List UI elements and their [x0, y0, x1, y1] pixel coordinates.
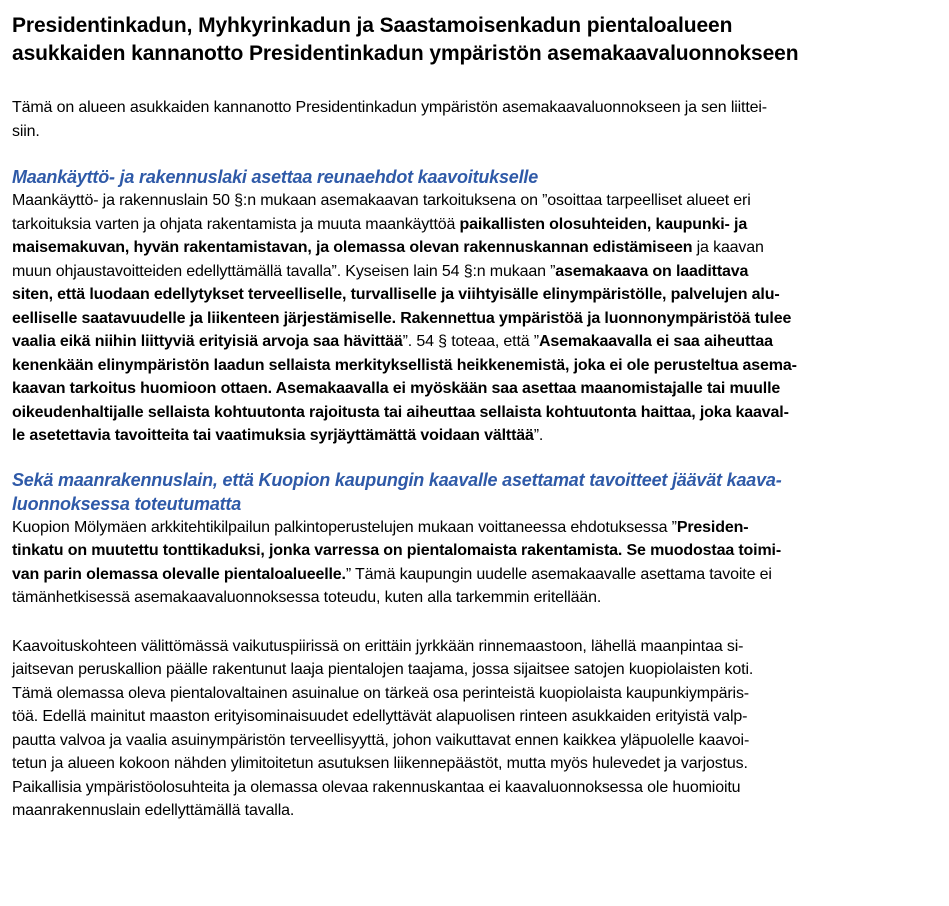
- bold-run: Presiden-: [676, 518, 749, 536]
- text-run: Kuopion Mölymäen arkkitehtikilpailun palkintoperustelujen mukaan voittaneessa ehdotuksessa ”: [12, 518, 677, 536]
- bold-line: kenenkään elinympäristön laadun sellaista merkityksellistä heikkenemistä, joka ei ole perusteltua asema-: [12, 356, 797, 374]
- heading-line: luonnoksessa toteutumatta: [12, 493, 242, 514]
- title-line: asukkaiden kannanotto Presidentinkadun ympäristön asemakaavaluonnokseen: [12, 42, 799, 65]
- document-title: [12, 12, 940, 68]
- text-run: ja kaavan: [692, 239, 764, 256]
- bold-line: oikeudenhaltijalle sellaista kohtuutonta rajoitusta tai aiheuttaa sellaista kohtuutonta haittaa, joka kaaval-: [12, 403, 789, 421]
- text-line: Tämä olemassa oleva pientalovaltainen asuinalue on tärkeä osa perinteistä kuopiolaista kaupunkiympäris-: [12, 684, 749, 702]
- bold-line: tinkatu on muutettu tonttikaduksi, jonka varressa on pientalomaista rakentamista. Se muodostaa toimi-: [12, 542, 782, 559]
- heading-line: Sekä maanrakennuslain, että Kuopion kaupungin kaavalle asettamat tavoitteet jäävät kaava-: [12, 469, 782, 490]
- bold-run: vaalia eikä niihin liittyviä erityisiä arvoja saa hävittää: [12, 333, 403, 350]
- section-heading: [12, 468, 940, 516]
- text-line: [12, 330, 940, 354]
- text-line: [12, 213, 940, 237]
- text-run: ”. 54 § toteaa, että ”: [402, 333, 539, 350]
- text-line: pautta valvoa ja vaalia asuinympäristön terveellisyyttä, johon vaikuttavat ennen kaikkea yläpuolelle kaavoi-: [12, 731, 750, 749]
- law-paragraph: [12, 189, 940, 448]
- bold-run: van parin olemassa olevalle pientaloalueelle.: [12, 565, 346, 583]
- text-run: tarkoituksia varten ja ohjata rakentamista ja muuta maankäyttöä: [12, 215, 460, 233]
- text-line: [12, 424, 940, 448]
- text-line: siin.: [12, 122, 40, 140]
- bold-line: eelliselle saatavuudelle ja liikenteen järjestämiselle. Rakennettua ympäristöä ja luonnonympäristöä tulee: [12, 309, 792, 327]
- bold-run: asemakaava on laadittava: [555, 262, 749, 280]
- text-run: ”.: [533, 427, 544, 444]
- bold-run: paikallisten olosuhteiden, kaupunki- ja: [459, 215, 748, 233]
- text-line: tämänhetkisessä asemakaavaluonnoksessa toteudu, kuten alla tarkemmin eritellään.: [12, 589, 602, 606]
- intro-paragraph: [12, 96, 940, 143]
- environment-paragraph: [12, 635, 940, 823]
- bold-run: Asemakaavalla ei saa aiheuttaa: [538, 333, 773, 350]
- bold-line: kaavan tarkoitus huomioon ottaen. Asemakaavalla ei myöskään saa asettaa maanomistajalle tai muulle: [12, 380, 781, 397]
- bold-run: maisemakuvan, hyvän rakentamistavan, ja olemassa olevan rakennuskannan edistämiseen: [12, 239, 693, 256]
- bold-line: siten, että luodaan edellytykset terveelliselle, turvalliselle ja viihtyisälle elinympäristölle, palvelujen alu-: [12, 286, 780, 303]
- text-line: töä. Edellä mainitut maaston erityisominaisuudet edellyttävät alapuolisen rinteen asukkaiden erityistä valp-: [12, 708, 748, 725]
- text-line: [12, 260, 940, 284]
- text-line: [12, 516, 940, 540]
- text-line: [12, 563, 940, 587]
- heading-line: Maankäyttö- ja rakennuslaki asettaa reunaehdot kaavoitukselle: [12, 167, 539, 187]
- bold-run: le asetettavia tavoitteita tai vaatimuksia syrjäyttämättä voidaan välttää: [12, 427, 534, 444]
- text-line: Paikallisia ympäristöolosuhteita ja olemassa olevaa rakennuskantaa ei kaavaluonnoksessa ole huomioitu: [12, 778, 741, 796]
- text-line: maanrakennuslain edellyttämällä tavalla.: [12, 802, 295, 819]
- text-line: [12, 236, 940, 260]
- text-line: Maankäyttö- ja rakennuslain 50 §:n mukaan asemakaavan tarkoituksena on ”osoittaa tarpeelliset alueet eri: [12, 192, 751, 209]
- text-line: Tämä on alueen asukkaiden kannanotto Presidentinkadun ympäristön asemakaavaluonnokseen ja sen liittei-: [12, 99, 767, 116]
- section-heading: [12, 165, 940, 189]
- competition-paragraph: [12, 516, 940, 610]
- text-line: Kaavoituskohteen välittömässä vaikutuspiirissä on erittäin jyrkkään rinnemaastoon, lähellä maanpintaa si-: [12, 637, 744, 655]
- text-run: muun ohjaustavoitteiden edellyttämällä tavalla”. Kyseisen lain 54 §:n mukaan ”: [12, 262, 556, 280]
- text-line: jaitsevan peruskallion päälle rakentunut laaja pientalojen taajama, jossa sijaitsee satojen kuopiolaisten koti.: [12, 661, 754, 678]
- text-line: tetun ja alueen kokoon nähden ylimitoitetun asutuksen liikennepäästöt, mutta myös hulevedet ja varjostus.: [12, 755, 748, 772]
- text-run: ” Tämä kaupungin uudelle asemakaavalle asettama tavoite ei: [345, 565, 772, 583]
- document-page: [12, 0, 940, 823]
- title-line: Presidentinkadun, Myhkyrinkadun ja Saastamoisenkadun pientaloalueen: [12, 14, 733, 37]
